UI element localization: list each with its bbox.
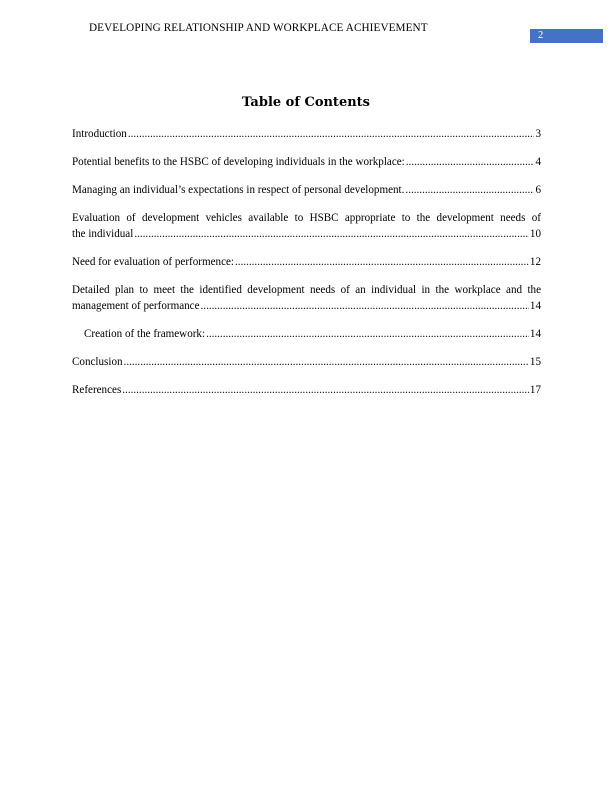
- toc-leader-dots: [406, 154, 535, 170]
- toc-entry-managing-expectations[interactable]: [72, 182, 541, 198]
- toc-entry-references[interactable]: [72, 382, 541, 398]
- toc-entry-page: 15: [529, 356, 541, 368]
- toc-entry-label-line2: the individual: [72, 228, 134, 240]
- toc-entry-label: Introduction: [72, 128, 127, 140]
- toc-entry-page: 17: [529, 384, 541, 396]
- running-header: DEVELOPING RELATIONSHIP AND WORKPLACE ACHIEVEMENT: [89, 22, 428, 34]
- toc-entry-label-line1: Evaluation of development vehicles available to HSBC appropriate to the development needs of: [72, 212, 541, 224]
- toc-title: Table of Contents: [242, 95, 370, 110]
- toc-entry-creation-framework[interactable]: [72, 326, 541, 342]
- toc-entry-page: 10: [529, 228, 541, 240]
- toc-leader-dots: [128, 126, 535, 142]
- toc-entry-detailed-plan[interactable]: [72, 282, 541, 314]
- toc-entry-potential-benefits[interactable]: [72, 154, 541, 170]
- toc-entry-page: 3: [535, 128, 541, 140]
- toc-entry-page: 12: [529, 256, 541, 268]
- toc-entry-label: Managing an individual’s expectations in respect of personal development.: [72, 184, 405, 196]
- toc-entry-page: 14: [529, 328, 541, 340]
- toc-entry-introduction[interactable]: [72, 126, 541, 142]
- toc-leader-dots: [235, 254, 529, 270]
- toc-entry-page: 14: [529, 300, 541, 312]
- table-of-contents: [72, 126, 541, 410]
- toc-entry-page: 6: [535, 184, 541, 196]
- toc-leader-dots: [206, 326, 529, 342]
- toc-entry-label: Need for evaluation of performence:: [72, 256, 235, 268]
- toc-entry-label: Potential benefits to the HSBC of developing individuals in the workplace:: [72, 156, 405, 168]
- toc-entry-conclusion[interactable]: [72, 354, 541, 370]
- toc-entry-label-line2: management of performance: [72, 300, 200, 312]
- toc-leader-dots: [122, 382, 529, 398]
- toc-leader-dots: [124, 354, 529, 370]
- toc-leader-dots: [134, 226, 529, 242]
- toc-leader-dots: [201, 298, 529, 314]
- toc-entry-page: 4: [535, 156, 541, 168]
- toc-leader-dots: [405, 182, 534, 198]
- toc-entry-evaluation-vehicles[interactable]: [72, 210, 541, 242]
- page-number-badge: 2: [530, 29, 603, 43]
- toc-entry-label: Creation of the framework:: [84, 328, 206, 340]
- toc-entry-label: Conclusion: [72, 356, 123, 368]
- toc-entry-label: References: [72, 384, 122, 396]
- toc-entry-label-line1: Detailed plan to meet the identified development needs of an individual in the workplace and the: [72, 284, 541, 296]
- toc-entry-need-for-evaluation[interactable]: [72, 254, 541, 270]
